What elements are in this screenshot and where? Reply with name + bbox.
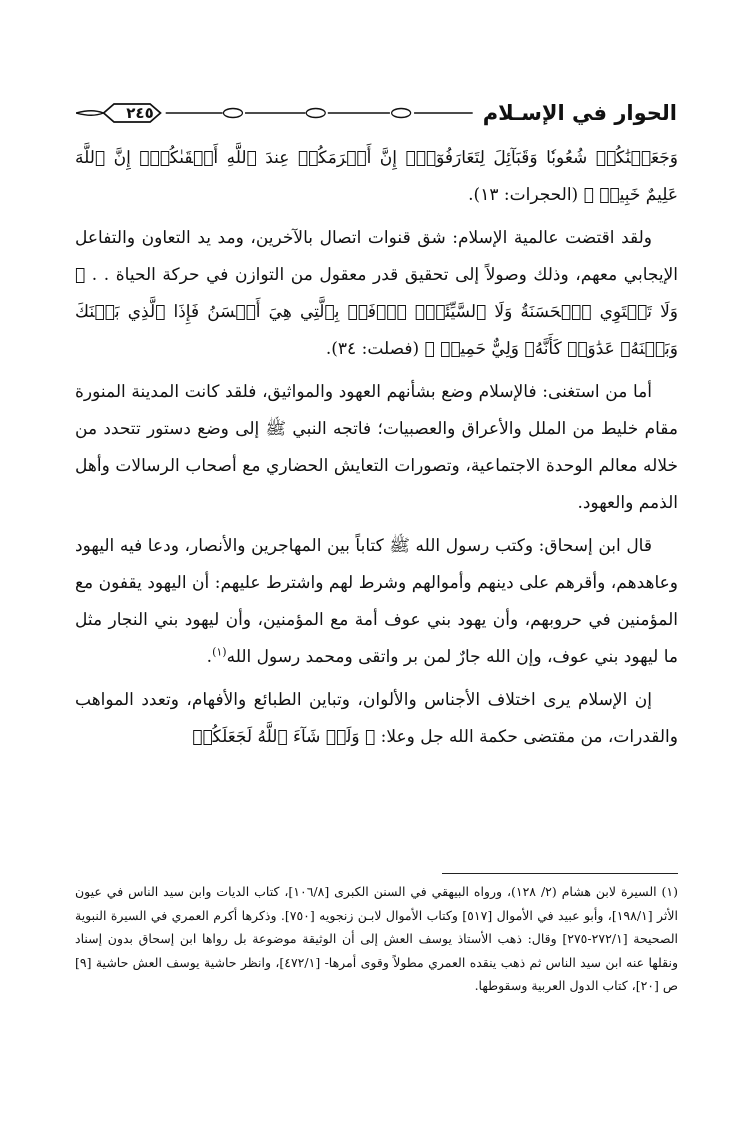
paragraph-5-text: إن الإسلام يرى اختلاف الأجناس والألوان، وتباين الطبائع والأفهام، وتعدد المواهب والقدرات، من مقتضى حكمة الله جل وعلا: (75, 690, 678, 747)
paragraph-3-text: أما من استغنى: فالإسلام وضع بشأنهم العهود والمواثيق، فلقد كانت المدينة المنورة مقام خليط من الملل والأعراق والعصبيات؛ فاتجه النبي ﷺ إلى وضع دستور تتحدد من خلاله معالم الوحدة الاجتماعية، وتصورات التعايش الحضاري مع أصحاب الرسالات وأهل الذمم والعهود. (75, 382, 678, 513)
page-number: ٢٤٥ (126, 104, 154, 122)
header-ornament (76, 93, 473, 133)
paragraph-1 (75, 140, 678, 214)
quran-verse-hujurat: وَجَعَلۡنَٰكُمۡ شُعُوبٗا وَقَبَآئِلَ لِتَعَارَفُوٓاْۚ إِنَّ أَكۡرَمَكُمۡ عِندَ ٱللَّهِ أَتۡقَىٰكُمۡۚ إِنَّ ٱللَّهَ عَلِيمٌ خَبِيرٞ ﴾ (الحجرات: ١٣). (75, 148, 678, 205)
paragraph-3 (75, 374, 678, 522)
paragraph-5 (75, 682, 678, 756)
quran-ref-fussilat: (فصلت: ٣٤). (325, 339, 420, 359)
footnote-marker-1[interactable]: (١) (212, 645, 227, 659)
paragraph-4 (75, 528, 678, 676)
quran-verse-fussilat: ﴿ وَلَا تَسۡتَوِي ٱلۡحَسَنَةُ وَلَا ٱلسَّيِّئَةُۚ ٱدۡفَعۡ بِٱلَّتِي هِيَ أَحۡسَنُ فَإِذَا ٱلَّذِي بَيۡنَكَ وَبَيۡنَهُۥ عَدَٰوَةٞ كَأَنَّهُۥ وَلِيٌّ حَمِيمٞ ﴾ (75, 265, 678, 359)
footnote-1: (١) السيرة لابن هشام (٢/ ١٢٨)، ورواه البيهقي في السنن الكبرى [١٠٦/٨]، كتاب الديات وابن سيد الناس في عيون الأثر [١٩٨/١]، وأبو عبيد في الأموال [٥١٧] وكتاب الأموال لابـن زنجويه [٧٥٠]. وذكرها أكرم العمري في السيرة النبوية الصحيحة [٢٧٢/١-٢٧٥] وقال: ذهب الأستاذ يوسف العش إلى أن الوثيقة موضوعة بل رواها ابن إسحاق بدون إسناد ونقلها عنه ابن سيد الناس ثم ذهب ينقده العمري مطولاً وقوى أمرها- [٤٧٢/١]، وانظر حاشية يوسف العش حاشية [٩] ص [٢٠]، كتاب الدول العربية وسقوطها. (75, 884, 679, 993)
quran-verse-start: ﴿ وَلَوۡ شَآءَ ٱللَّهُ لَجَعَلَكُمۡ (192, 727, 376, 747)
header-title: الحوار في الإسـلام (482, 101, 677, 125)
footnotes (75, 880, 678, 998)
running-header (76, 93, 677, 133)
paragraph-2-text: ولقد اقتضت عالمية الإسلام: شق قنوات اتصال بالآخرين، ومد يد التعاون والتفاعل الإيجابي معهم، وذلك وصولاً إلى تحقيق قدر معقول من التوازن في حركة الحياة . . (75, 228, 679, 285)
footnote-separator (442, 873, 678, 874)
paragraph-4-end: . (206, 647, 213, 667)
paragraph-2 (75, 220, 678, 368)
paragraph-4-text: قال ابن إسحاق: وكتب رسول الله ﷺ كتاباً بين المهاجرين والأنصار، ودعا فيه اليهود وعاهدهم، وأقرهم على دينهم وأموالهم وشرط لهم واشترط عليهم: أن اليهود يقفون مع المؤمنين في حروبهم، وأن يهود بني عوف أمة مع المؤمنين، وأن ليهود بني النجار مثل ما ليهود بني عوف، وإن الله جارٌ لمن بر واتقى ومحمد رسول الله (75, 536, 678, 667)
main-text (75, 140, 678, 762)
